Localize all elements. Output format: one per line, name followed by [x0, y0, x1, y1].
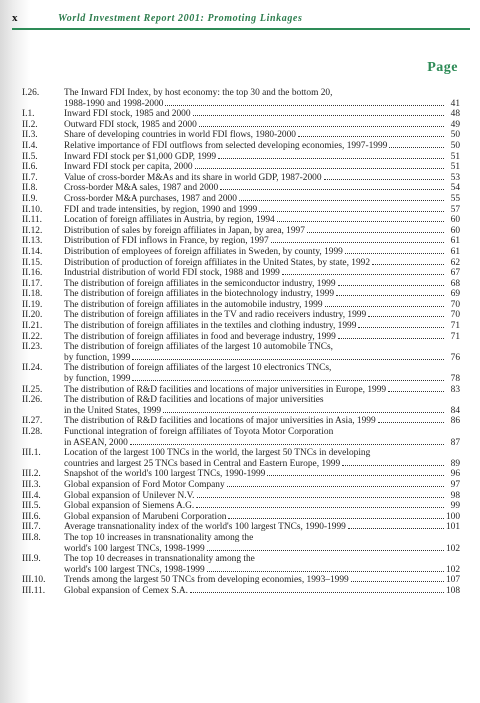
figure-title-line: Snapshot of the world's 100 largest TNCs, 1990-1999	[64, 469, 266, 480]
toc-entry	[22, 469, 460, 480]
figure-number: III.8.	[22, 532, 41, 543]
figure-title-block	[64, 162, 460, 173]
toc-entry	[22, 501, 460, 512]
figure-title-line: Distribution of sales by foreign affiliates in Japan, by area, 1997	[64, 225, 305, 236]
figure-number: II.15.	[22, 257, 43, 268]
figure-number: II.11.	[22, 215, 42, 226]
figure-title-line: Distribution of production of foreign affiliates in the United States, by state, 1992	[64, 257, 371, 268]
figure-title-line: Cross-border M&A purchases, 1987 and 2000	[64, 193, 237, 204]
figure-title-last-line	[64, 480, 460, 491]
toc-entry	[22, 310, 460, 321]
toc-entry	[22, 321, 460, 332]
figure-title-line: The top 10 decreases in transnationality among the	[64, 554, 255, 565]
dot-leader	[195, 168, 444, 169]
figure-title-last-line	[64, 183, 460, 194]
figure-number: III.9.	[22, 554, 41, 565]
figure-number: III.1.	[22, 448, 41, 459]
figure-title-line: in ASEAN, 2000	[64, 437, 128, 448]
figure-title-line: Average transnationality index of the world's 100 largest TNCs, 1990-1999	[64, 522, 346, 533]
figure-title-block	[64, 205, 460, 216]
dot-leader	[197, 497, 444, 498]
figure-number: II.26.	[22, 395, 43, 406]
figure-number: III.3.	[22, 479, 41, 490]
figure-title-block	[64, 226, 460, 237]
dot-leader	[277, 221, 444, 222]
figure-title-block	[64, 480, 460, 491]
page-number: 48	[450, 109, 460, 120]
page-number: 62	[450, 257, 460, 268]
toc-entry	[22, 300, 460, 311]
figure-title-line: by function, 1999	[64, 374, 131, 385]
figure-title-last-line	[64, 194, 460, 205]
figure-title-last-line	[64, 109, 460, 120]
figure-title-block	[64, 512, 460, 523]
figure-title-line: Global expansion of Unilever N.V.	[64, 490, 195, 501]
toc-entry	[22, 152, 460, 163]
figure-title-last-line	[64, 205, 460, 216]
figure-title-last-line	[64, 575, 460, 586]
toc-entry	[22, 416, 460, 427]
figure-title-block	[64, 416, 460, 427]
figure-number: II.2.	[22, 119, 38, 130]
figure-number: III.5.	[22, 501, 41, 512]
dot-leader	[130, 444, 444, 445]
figure-title-line: The distribution of R&D facilities and locations of major universities in Asia, 1999	[64, 416, 376, 427]
figure-number: II.19.	[22, 299, 43, 310]
page-number: 54	[450, 183, 460, 194]
figure-title-block	[64, 575, 460, 586]
figure-number: II.17.	[22, 278, 43, 289]
dot-leader	[132, 359, 444, 360]
figure-title-last-line	[64, 215, 460, 226]
toc-entry	[22, 109, 460, 120]
dot-leader	[298, 136, 444, 137]
figure-title-last-line	[64, 268, 460, 279]
toc-entry	[22, 236, 460, 247]
figure-number: II.22.	[22, 331, 43, 342]
figure-title-last-line	[64, 300, 460, 311]
dot-leader	[207, 571, 444, 572]
page-number: 61	[450, 236, 460, 247]
toc-entry	[22, 448, 460, 469]
figure-title-line: Trends among the largest 50 TNCs from developing economies, 1993–1999	[64, 575, 349, 586]
figure-title-last-line	[64, 522, 460, 533]
figure-title-last-line	[64, 152, 460, 163]
page-number: 57	[450, 204, 460, 215]
figure-number: II.3.	[22, 130, 38, 141]
dot-leader	[345, 253, 444, 254]
figure-title-last-line	[64, 406, 460, 417]
page-number: 60	[450, 215, 460, 226]
figure-title-block	[64, 448, 460, 469]
figure-title-block	[64, 300, 460, 311]
figure-title-line: Value of cross-border M&As and its share in world GDP, 1987-2000	[64, 172, 322, 183]
figure-number: II.28.	[22, 427, 43, 437]
figure-title-block	[64, 321, 460, 332]
page-number-roman: x	[12, 12, 18, 24]
figure-title-last-line	[64, 321, 460, 332]
dot-leader	[325, 306, 444, 307]
figure-number: II.14.	[22, 246, 43, 257]
figure-number: I.1.	[22, 109, 35, 120]
figure-title-last-line	[64, 289, 460, 300]
figure-number: II.25.	[22, 384, 43, 395]
figure-title-line: Distribution of FDI inflows in France, by region, 1997	[64, 236, 269, 247]
figure-title-last-line	[64, 258, 460, 269]
toc-entry	[22, 258, 460, 269]
dot-leader	[239, 200, 444, 201]
dot-leader	[165, 105, 444, 106]
figure-title-line: world's 100 largest TNCs, 1998-1999	[64, 543, 205, 554]
figure-title-last-line	[64, 99, 460, 110]
toc-entry	[22, 512, 460, 523]
dot-leader	[378, 422, 444, 423]
page-number: 55	[450, 193, 460, 204]
page-number: 50	[450, 140, 460, 151]
page-number: 100	[445, 511, 460, 522]
figure-title-last-line	[64, 438, 460, 449]
figure-title-line: in the United States, 1999	[64, 405, 162, 416]
page-number: 87	[450, 437, 460, 448]
figure-title-last-line	[64, 120, 460, 131]
dot-leader	[207, 550, 444, 551]
figure-number: II.18.	[22, 289, 43, 300]
figure-title-line: The distribution of foreign affiliates in the textiles and clothing industry, 1999	[64, 321, 357, 332]
figure-title-line: The distribution of foreign affiliates in the automobile industry, 1999	[64, 299, 323, 310]
figure-title-last-line	[64, 469, 460, 480]
figure-title-last-line	[64, 141, 460, 152]
figure-title-line: Distribution of employees of foreign affiliates in Sweden, by county, 1999	[64, 246, 343, 257]
figure-number: II.5.	[22, 151, 38, 162]
toc-entry	[22, 522, 460, 533]
figure-title-block	[64, 554, 460, 575]
figure-title-line: Share of developing countries in world FDI flows, 1980-2000	[64, 130, 296, 141]
toc-entry	[22, 194, 460, 205]
toc-entry	[22, 215, 460, 226]
dot-leader	[389, 147, 444, 148]
figure-number: II.8.	[22, 183, 38, 194]
figure-title-line: The distribution of foreign affiliates in the TV and radio receivers industry, 1999	[64, 310, 367, 321]
figure-title-last-line	[64, 279, 460, 290]
page-number: 70	[450, 310, 460, 321]
figure-title-line: The distribution of foreign affiliates in food and beverage industry, 1999	[64, 331, 336, 342]
toc-entry	[22, 491, 460, 502]
figure-title-last-line	[64, 501, 460, 512]
figure-title-last-line	[64, 544, 460, 555]
figure-title-block	[64, 236, 460, 247]
figure-number: III.4.	[22, 490, 41, 501]
figure-title-block	[64, 289, 460, 300]
figure-title-block	[64, 268, 460, 279]
figure-title-block	[64, 469, 460, 480]
figure-title-block	[64, 130, 460, 141]
page-number: 83	[450, 384, 460, 395]
running-title: World Investment Report 2001: Promoting Linkages	[58, 12, 303, 24]
dot-leader	[372, 264, 444, 265]
figure-number: II.16.	[22, 268, 43, 279]
dot-leader	[218, 158, 444, 159]
toc-entry	[22, 533, 460, 554]
figure-title-last-line	[64, 236, 460, 247]
figure-number: II.4.	[22, 140, 38, 151]
dot-leader	[259, 211, 444, 212]
page-number: 84	[450, 405, 460, 416]
figure-title-line: 1988-1990 and 1998-2000	[64, 98, 164, 109]
figure-number: II.7.	[22, 172, 38, 183]
figure-title-block	[64, 491, 460, 502]
dot-leader	[227, 486, 444, 487]
page-number: 96	[450, 469, 460, 480]
figure-title-last-line	[64, 130, 460, 141]
page-number: 86	[450, 416, 460, 427]
figure-title-line: Global expansion of Cemex S.A.	[64, 585, 188, 596]
figure-title-block	[64, 247, 460, 258]
figure-number: II.24.	[22, 363, 43, 374]
figure-number: II.20.	[22, 310, 43, 321]
figure-number: III.6.	[22, 511, 41, 522]
figure-title-line: Global expansion of Ford Motor Company	[64, 479, 225, 490]
figure-title-line: The distribution of foreign affiliates in the biotechnology industry, 1999	[64, 289, 335, 300]
figure-title-block	[64, 152, 460, 163]
figure-title-block	[64, 173, 460, 184]
figure-title-last-line	[64, 586, 460, 597]
figure-number: II.6.	[22, 162, 38, 173]
toc-entry	[22, 575, 460, 586]
figure-number: II.13.	[22, 236, 43, 247]
page-number: 99	[450, 501, 460, 512]
page-number: 41	[450, 98, 460, 109]
page-number: 98	[450, 490, 460, 501]
figure-title-line: The distribution of foreign affiliates of the largest 10 electronics TNCs,	[64, 363, 332, 374]
page-number: 51	[450, 162, 460, 173]
page-number: 69	[450, 289, 460, 300]
toc-entry	[22, 363, 460, 384]
page-number: 71	[450, 321, 460, 332]
figure-title-line: Global expansion of Marubeni Corporation	[64, 511, 227, 522]
figure-title-block	[64, 120, 460, 131]
figure-number: I.26.	[22, 88, 40, 98]
page-number: 102	[445, 564, 460, 575]
figure-title-line: Inward FDI stock per $1,000 GDP, 1999	[64, 151, 217, 162]
figure-title-block	[64, 215, 460, 226]
page-number: 50	[450, 130, 460, 141]
dot-leader	[368, 316, 444, 317]
figure-number: III.10.	[22, 575, 46, 586]
dot-leader	[199, 126, 444, 127]
figure-title-line: The Inward FDI Index, by host economy: the top 30 and the bottom 20,	[64, 88, 333, 98]
figure-title-block	[64, 88, 460, 109]
figure-number: III.7.	[22, 522, 41, 533]
dot-leader	[342, 465, 444, 466]
dot-leader	[348, 528, 444, 529]
figure-title-last-line	[64, 459, 460, 470]
toc-entry	[22, 342, 460, 363]
figure-title-block	[64, 109, 460, 120]
figure-title-line: The distribution of foreign affiliates in the semiconductor industry, 1999	[64, 278, 336, 289]
page-number: 97	[450, 479, 460, 490]
toc-entry	[22, 586, 460, 597]
figure-title-block	[64, 258, 460, 269]
figure-list	[22, 88, 460, 597]
toc-entry	[22, 88, 460, 109]
figure-title-line: Location of foreign affiliates in Austria, by region, 1994	[64, 215, 275, 226]
dot-leader	[338, 285, 444, 286]
dot-leader	[338, 338, 444, 339]
figure-title-last-line	[64, 353, 460, 364]
page-number: 107	[445, 575, 460, 586]
figure-number: III.11.	[22, 585, 46, 596]
figure-title-last-line	[64, 162, 460, 173]
page-number: 70	[450, 299, 460, 310]
figure-title-last-line	[64, 565, 460, 576]
dot-leader	[282, 274, 444, 275]
figure-title-block	[64, 310, 460, 321]
figure-title-block	[64, 141, 460, 152]
page-number: 71	[450, 331, 460, 342]
figure-number: II.21.	[22, 321, 43, 332]
figure-title-block	[64, 501, 460, 512]
figure-title-last-line	[64, 310, 460, 321]
figure-title-block	[64, 194, 460, 205]
toc-entry	[22, 130, 460, 141]
figure-title-block	[64, 385, 460, 396]
toc-entry	[22, 289, 460, 300]
figure-title-line: The distribution of foreign affiliates of the largest 10 automobile TNCs,	[64, 342, 333, 353]
figure-number: II.9.	[22, 193, 38, 204]
dot-leader	[358, 327, 444, 328]
figure-title-line: Cross-border M&A sales, 1987 and 2000	[64, 183, 219, 194]
figure-title-last-line	[64, 512, 460, 523]
figure-title-last-line	[64, 332, 460, 343]
figure-title-last-line	[64, 385, 460, 396]
dot-leader	[388, 391, 444, 392]
page-number: 49	[450, 119, 460, 130]
figure-title-last-line	[64, 491, 460, 502]
toc-entry	[22, 427, 460, 448]
figure-title-line: Location of the largest 100 TNCs in the world, the largest 50 TNCs in developing	[64, 448, 371, 459]
dot-leader	[324, 179, 444, 180]
figure-title-line: by function, 1999	[64, 352, 131, 363]
dot-leader	[196, 507, 444, 508]
figure-title-block	[64, 342, 460, 363]
figure-title-block	[64, 183, 460, 194]
toc-entry	[22, 141, 460, 152]
header-rule	[12, 28, 470, 30]
toc-entry	[22, 183, 460, 194]
figure-title-last-line	[64, 226, 460, 237]
figure-title-block	[64, 279, 460, 290]
toc-entry	[22, 385, 460, 396]
running-header	[12, 9, 468, 27]
figure-title-block	[64, 427, 460, 448]
figure-title-block	[64, 332, 460, 343]
dot-leader	[228, 518, 443, 519]
figure-title-line: Industrial distribution of world FDI stock, 1988 and 1999	[64, 268, 280, 279]
page-number: 53	[450, 172, 460, 183]
toc-entry	[22, 480, 460, 491]
figure-title-line: Inward FDI stock per capita, 2000	[64, 162, 193, 173]
page-number: 108	[445, 585, 460, 596]
page-number: 51	[450, 151, 460, 162]
toc-entry	[22, 268, 460, 279]
dot-leader	[351, 581, 444, 582]
page-number: 76	[450, 352, 460, 363]
figure-title-line: Inward FDI stock, 1985 and 2000	[64, 109, 191, 120]
page-number: 61	[450, 246, 460, 257]
dot-leader	[271, 242, 444, 243]
dot-leader	[220, 189, 444, 190]
figure-number: III.2.	[22, 469, 41, 480]
toc-entry	[22, 279, 460, 290]
figure-title-line: The top 10 increases in transnationality among the	[64, 532, 254, 543]
dot-leader	[193, 115, 444, 116]
figure-title-block	[64, 522, 460, 533]
figure-title-block	[64, 586, 460, 597]
figure-title-last-line	[64, 173, 460, 184]
figure-title-line: countries and largest 25 TNCs based in Central and Eastern Europe, 1999	[64, 458, 341, 469]
figure-title-line: world's 100 largest TNCs, 1998-1999	[64, 564, 205, 575]
page-number: 68	[450, 278, 460, 289]
page-number: 67	[450, 268, 460, 279]
figure-title-last-line	[64, 416, 460, 427]
dot-leader	[267, 475, 444, 476]
toc-entry	[22, 247, 460, 258]
page-number: 102	[445, 543, 460, 554]
figure-title-line: The distribution of R&D facilities and locations of major universities in Europe, 1999	[64, 384, 387, 395]
figure-title-last-line	[64, 247, 460, 258]
figure-number: II.12.	[22, 225, 43, 236]
dot-leader	[163, 412, 444, 413]
page-number: 78	[450, 374, 460, 385]
toc-entry	[22, 205, 460, 216]
figure-title-last-line	[64, 374, 460, 385]
figure-title-line: Functional integration of foreign affiliates of Toyota Motor Corporation	[64, 427, 334, 437]
toc-entry	[22, 173, 460, 184]
page-column-label: Page	[427, 60, 458, 75]
figure-number: II.10.	[22, 204, 43, 215]
page-number: 89	[450, 458, 460, 469]
page-number: 60	[450, 225, 460, 236]
toc-entry	[22, 120, 460, 131]
figure-title-line: The distribution of R&D facilities and locations of major universities	[64, 395, 324, 406]
figure-title-block	[64, 395, 460, 416]
dot-leader	[132, 380, 444, 381]
figure-title-line: FDI and trade intensities, by region, 1990 and 1999	[64, 204, 258, 215]
figure-number: II.23.	[22, 342, 43, 353]
toc-entry	[22, 162, 460, 173]
figure-title-block	[64, 363, 460, 384]
dot-leader	[336, 295, 444, 296]
page-number: 101	[445, 522, 460, 533]
toc-entry	[22, 226, 460, 237]
toc-entry	[22, 332, 460, 343]
figure-title-block	[64, 533, 460, 554]
toc-entry	[22, 554, 460, 575]
figure-number: II.27.	[22, 416, 43, 427]
figure-title-line: Relative importance of FDI outflows from selected developing economies, 1997-1999	[64, 140, 388, 151]
dot-leader	[307, 232, 444, 233]
figure-title-line: Global expansion of Siemens A.G.	[64, 501, 195, 512]
dot-leader	[190, 592, 444, 593]
figure-title-line: Outward FDI stock, 1985 and 2000	[64, 119, 197, 130]
toc-entry	[22, 395, 460, 416]
